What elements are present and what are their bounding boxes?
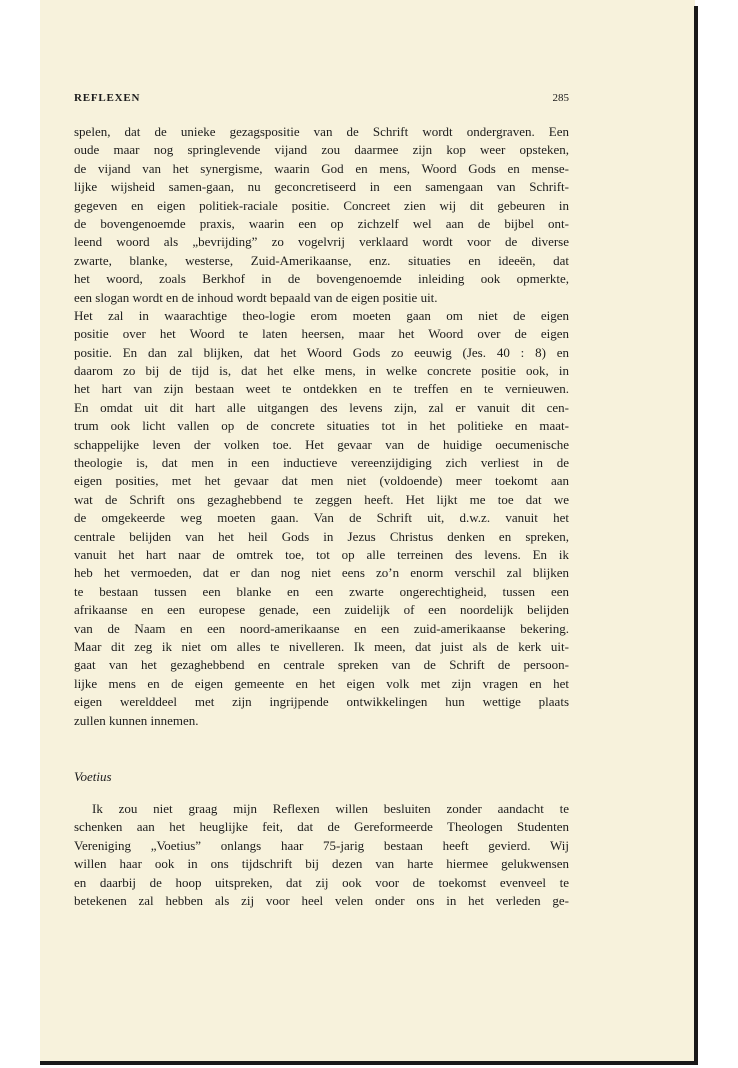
text-line: schenken aan het heuglijke feit, dat de Gereformeerde Theologen Studenten [74,819,569,835]
text-line: een slogan wordt en de inhoud wordt bepaald van de eigen positie uit. [74,289,438,305]
text-line: trum ook licht vallen op de concrete situaties tot in het politieke en maat- [74,418,569,434]
paragraph-1 [74,123,569,307]
text-line: de bovengenoemde praxis, waarin een op zichzelf wel aan de bijbel ont- [74,215,569,231]
main-body [74,123,569,730]
page-number: 285 [552,92,569,104]
text-line: Ik zou niet graag mijn Reflexen willen besluiten zonder aandacht te [92,801,569,816]
text-line: de omgekeerde weg moeten gaan. Van de Schrift uit, d.w.z. vanuit het [74,510,569,526]
text-line: betekenen zal hebben als zij voor heel velen onder ons in het verleden ge- [74,892,569,908]
running-head-title: REFLEXEN [74,92,141,104]
text-line: heb het vermoeden, dat er dan nog niet eens zo’n enorm verschil zal blijken [74,565,569,581]
text-line: van de Naam en een noord-amerikaanse en een zuid-amerikaanse bekering. [74,620,569,636]
text-line: eigen posities, met het gevaar dat men niet (voldoende) meer toekomt aan [74,473,569,489]
section-heading: Voetius [74,769,112,784]
text-line: schappelijke leven der volken toe. Het gevaar van de huidige oecumenische [74,436,569,452]
text-line: en daarbij de hoop uitspreken, dat zij ook voor de toekomst evenveel te [74,874,569,890]
text-line: lijke mens en de eigen gemeente en het eigen volk met zijn vragen en het [74,675,569,691]
text-line: lijke wijsheid samen-gaan, nu geconcretiseerd in een samengaan van Schrift- [74,179,569,195]
text-line: positie. En dan zal blijken, dat het Woord Gods zo eeuwig (Jes. 40 : 8) en [74,344,569,360]
page-shadow-right [694,6,698,1064]
text-line: wat de Schrift ons gezaghebbend te zeggen heeft. Het lijkt me toe dat we [74,491,569,507]
section-body [74,800,569,910]
text-line: spelen, dat de unieke gezagspositie van de Schrift wordt ondergraven. Een [74,124,569,139]
text-line: centrale belijden van het heil Gods in Jezus Christus denken en spreken, [74,528,569,544]
text-line: zwarte, blanke, westerse, Zuid-Amerikaanse, enz. situaties en ideeën, dat [74,252,569,268]
page-shadow-bottom [40,1061,698,1065]
text-line: En omdat uit dit hart alle uitgangen des levens zijn, zal er vanuit dit cen- [74,399,569,415]
text-line: vanuit het hart naar de omtrek toe, tot op alle terreinen des levens. En ik [74,546,569,562]
text-line: afrikaanse en een europese genade, een zuidelijk of een noordelijk belijden [74,602,569,618]
text-line: Het zal in waarachtige theo-logie erom moeten gaan om niet de eigen [74,307,569,323]
text-line: willen haar ook in ons tijdschrift bij dezen van harte hiermee gelukwensen [74,856,569,872]
running-head [74,92,569,106]
text-line: leend woord als „bevrijding” zo vogelvrij verklaard wordt voor de diverse [74,234,569,250]
text-line: daarom zo bij de tijd is, dat het elke mens, in welke concrete positie ook, in [74,363,569,379]
paragraph-2 [74,307,569,730]
text-line: eigen werelddeel met zijn ingrijpende ontwikkelingen hun wettige plaats [74,694,569,710]
text-line: Maar dit zeg ik niet om alles te nivelleren. Ik meen, dat juist als de kerk uit- [74,638,569,654]
text-line: te bestaan tussen een blanke en een zwarte ongerechtigheid, tussen een [74,583,569,599]
text-line: gegeven en eigen politiek-raciale positie. Concreet zien wij dit gebeuren in [74,197,569,213]
text-line: theologie is, dat men in een inductieve vereenzijdiging zich verliest in de [74,455,569,471]
text-line: positie over het Woord te laten heersen, maar het Woord over de eigen [74,326,569,342]
text-line: zullen kunnen innemen. [74,712,199,728]
text-line: de vijand van het synergisme, waarin God en mens, Woord Gods en mense- [74,160,569,176]
text-line: het hart van zijn bestaan weet te ontdekken en te treffen en te vernieuwen. [74,381,569,397]
text-line: het woord, zoals Berkhof in de bovengenoemde inleiding ook opmerkte, [74,271,569,287]
text-line: oude maar nog springlevende vijand zou daarmee zijn kop weer opsteken, [74,142,569,158]
text-line: Vereniging „Voetius” onlangs haar 75-jarig bestaan heeft gevierd. Wij [74,837,569,853]
text-line: gaat van het gezaghebbend en centrale spreken van de Schrift de persoon- [74,657,569,673]
